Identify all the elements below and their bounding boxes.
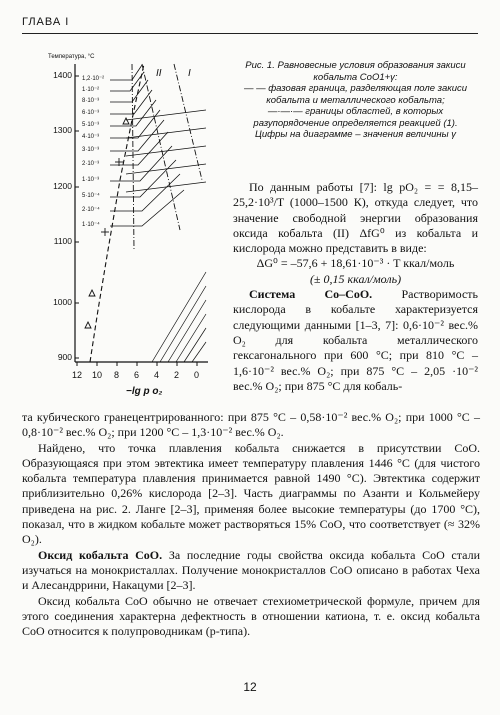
caption-legend-region-boundary: —·—·— границы областей, в которых разупорядочение определяется реакцией (1).: [253, 106, 458, 129]
iso-gamma-label: 5·10⁻⁴: [82, 193, 100, 199]
y-tick-label: 900: [57, 352, 72, 362]
paragraph-stoichiometry: Оксид кобальта CoO обычно не отвечает стехиометрической формуле, причем для этого соединения характерна дефектность в отношении катиона, т. е. оксид кобальта CoO относится к полупроводникам (p-типа).: [22, 593, 480, 639]
formula-delta-g: ΔG⁰ = –57,6 + 18,61·10⁻³ · T ккал/моль: [256, 256, 455, 271]
y-tick-label: 1400: [53, 70, 72, 80]
phase-diagram-figure: [30, 50, 230, 397]
x-tick-label: 6: [134, 370, 140, 380]
page-header: [22, 12, 478, 34]
x-tick-label: 0: [194, 370, 200, 380]
x-tick-label: 8: [114, 370, 120, 380]
caption-title: Рис. 1. Равновесные условия образования закиси кобальта CoO1+γ:: [245, 60, 466, 83]
right-column-text: [233, 180, 478, 394]
iso-gamma-label: 3·10⁻³: [82, 147, 100, 153]
chapter-title: ГЛАВА I: [22, 16, 70, 28]
paragraph-cobalt-oxide: [22, 548, 480, 594]
section-heading-co-coo: Система Co–CoO.: [249, 287, 373, 302]
iso-gamma-label: 6·10⁻³: [82, 110, 100, 116]
region-label-i: I: [188, 68, 191, 79]
iso-gamma-label: 1,2·10⁻²: [82, 76, 105, 82]
page-number: 12: [243, 680, 257, 694]
phase-diagram-graphic: [30, 50, 230, 380]
paragraph-cobalt-oxide-text: За последние годы свойства оксида кобальта CoO стали изучаться на монокристаллах. Получение монокристаллов CoO описано в работах Чеха и Алесандррини, Накацуми [2–3].: [22, 547, 480, 593]
paragraph-co-coo-system: [233, 287, 478, 394]
paragraph-gibbs-energy: По данным работы [7]: lg pO₂ = = 8,15–25,2·10³/T (1000–1500 К), откуда следует, что значение свободной энергии образования оксида кобальта (II) ΔfG⁰ из кобальта и кислорода можно представить в виде:: [233, 180, 478, 256]
iso-gamma-lines: [110, 65, 184, 226]
paragraph-co-coo-text: Растворимость кислорода в кобальте характеризуется следующими данными [1–3, 7]: 0,6·10⁻² вес.% O₂ для кобальта металлического гексагонального при 600 °С; при 810 °С – 1,6·10⁻² вес.% O₂; при 875 °С – 2,05 ·10⁻² вес.% O₂; при 875 °С для кобаль-: [233, 287, 478, 393]
iso-gamma-label: 2·10⁻³: [82, 161, 100, 167]
y-tick-label: 1200: [53, 181, 72, 191]
iso-gamma-label: 1·10⁻⁴: [82, 222, 100, 228]
x-tick-label: 10: [92, 370, 103, 380]
paragraph-oxygen-solubility-cont: та кубического гранецентрированного: при 875 °С – 0,58·10⁻² вес.% O₂; при 1000 °С – 0,8·10⁻² вес.% O₂; при 1200 °С – 1,3·10⁻² вес.% O₂.: [22, 410, 480, 440]
paragraph-melting-point: Найдено, что точка плавления кобальта снижается в присутствии CoO. Образующаяся при этом эвтектика имеет температуру плавления 1446 °С (для чистого кобальта температура плавления принимается равной 1490 °С). Эвтектика содержит приблизительно 0,26% кислорода [2–3]. Часть диаграммы по Азанти и Кольмейеру приведена на рис. 2. Ланге [2–3], применяя более высокие температуры (до 1700 °С), показал, что в жидком кобальте может растворяться 15% CoO, что соответствует (≈ 32% O₂).: [22, 440, 480, 547]
y-tick-label: 1100: [53, 236, 72, 246]
full-width-text: [22, 410, 480, 639]
formula-error: (± 0,15 ккал/моль): [309, 271, 402, 286]
x-axis-label: −lg p o₂: [126, 386, 163, 397]
caption-legend-numbers: Цифры на диаграмме – значения величины γ: [254, 129, 457, 140]
y-tick-label: 1300: [53, 125, 72, 135]
caption-legend-phase-boundary: — — фазовая граница, разделяющая поле закиси кобальта и металлического кобальта;: [243, 83, 468, 106]
iso-gamma-label: 2·10⁻⁴: [82, 207, 100, 213]
section-heading-coo: Оксид кобальта CoO.: [38, 547, 163, 562]
x-tick-label: 2: [174, 370, 180, 380]
region-label-ii: II: [156, 68, 162, 79]
iso-gamma-label: 8·10⁻³: [82, 98, 100, 104]
iso-gamma-label: 5·10⁻³: [82, 122, 100, 128]
iso-gamma-label: 1·10⁻³: [82, 177, 100, 183]
header-rule: [22, 33, 478, 34]
y-tick-label: 1000: [53, 297, 72, 307]
figure-caption: [233, 60, 478, 141]
hatched-area: [152, 272, 206, 362]
iso-gamma-label: 1·10⁻²: [82, 87, 100, 93]
x-tick-label: 12: [72, 370, 83, 380]
x-tick-label: 4: [154, 370, 160, 380]
iso-gamma-label: 4·10⁻³: [82, 134, 100, 140]
region-boundaries: [132, 64, 202, 250]
y-axis-label: Температура, °С: [48, 54, 95, 60]
